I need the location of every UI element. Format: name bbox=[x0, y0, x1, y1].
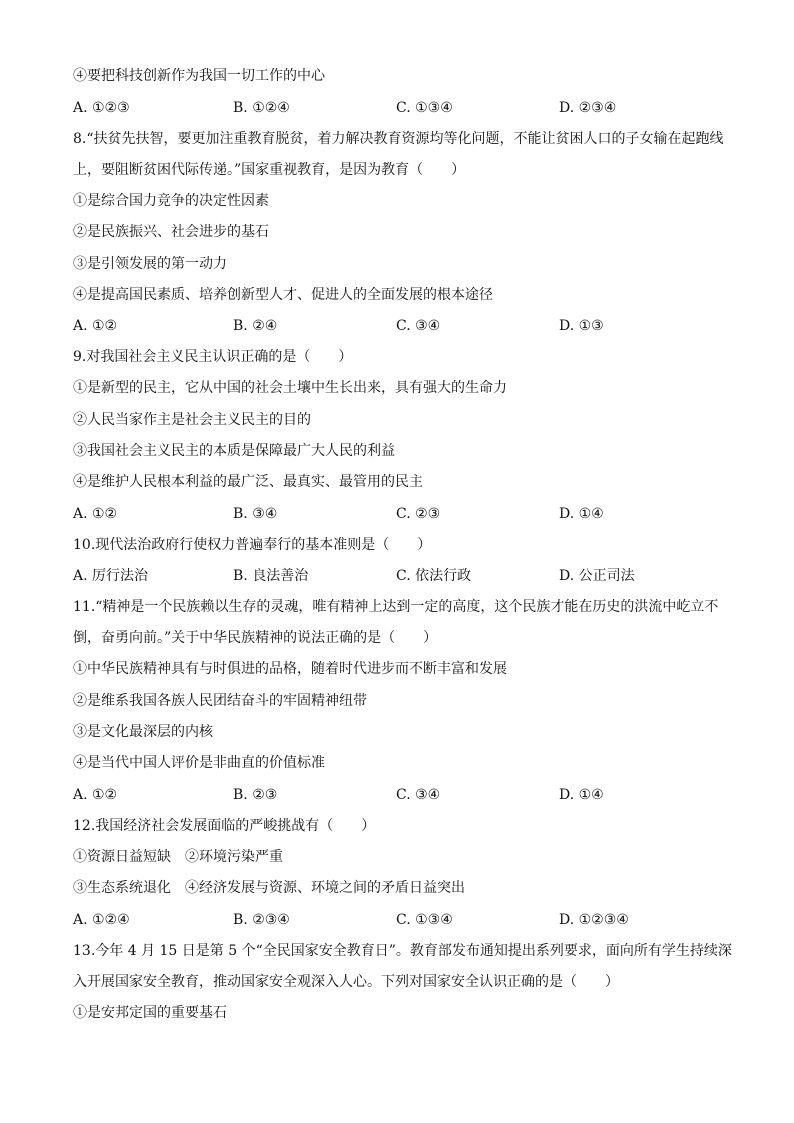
question-12-items-line-2: ③生态系统退化 ④经济发展与资源、环境之间的矛盾日益突出 bbox=[73, 880, 465, 896]
option-a: A. ①②④ bbox=[73, 912, 130, 928]
options-row-q7 bbox=[73, 100, 733, 116]
option-c: C. ③④ bbox=[396, 787, 441, 803]
option-c: C. ①③④ bbox=[396, 100, 453, 116]
text-line-q7-item-4: ④要把科技创新作为我国一切工作的中心 bbox=[73, 68, 325, 84]
question-9-item-3: ③我国社会主义民主的本质是保障最广大人民的利益 bbox=[73, 443, 395, 459]
option-d: D. ①③ bbox=[559, 318, 604, 334]
option-c: C. 依法行政 bbox=[396, 568, 472, 584]
question-13-stem-line-2: 入开展国家安全教育，推动国家安全观深入人心。下列对国家安全认识正确的是（ ） bbox=[73, 974, 619, 990]
options-row-q9 bbox=[73, 506, 733, 522]
question-11-item-2: ②是维系我国各族人民团结奋斗的牢固精神纽带 bbox=[73, 693, 367, 709]
option-b: B. ③④ bbox=[233, 506, 278, 522]
question-10-stem: 10.现代法治政府行使权力普遍奉行的基本准则是（ ） bbox=[73, 537, 432, 553]
question-9-stem: 9.对我国社会主义民主认识正确的是（ ） bbox=[73, 349, 353, 365]
options-row-q12 bbox=[73, 912, 733, 928]
option-c: C. ①③④ bbox=[396, 912, 453, 928]
question-12-stem: 12.我国经济社会发展面临的严峻挑战有（ ） bbox=[73, 818, 376, 834]
option-b: B. ②③④ bbox=[233, 912, 290, 928]
question-13-stem-line-1: 13.今年 4 月 15 日是第 5 个“全民国家安全教育日”。教育部发布通知提出系列要求，面向所有学生持续深 bbox=[73, 943, 732, 959]
option-a: A. 厉行法治 bbox=[73, 568, 149, 584]
question-8-item-3: ③是引领发展的第一动力 bbox=[73, 256, 227, 272]
option-d: D. 公正司法 bbox=[559, 568, 635, 584]
option-b: B. ②④ bbox=[233, 318, 278, 334]
question-11-item-1: ①中华民族精神具有与时俱进的品格，随着时代进步而不断丰富和发展 bbox=[73, 661, 507, 677]
question-8-stem-line-2: 上，要阻断贫困代际传递。”国家重视教育，是因为教育（ ） bbox=[73, 162, 466, 178]
option-c: C. ②③ bbox=[396, 506, 441, 522]
question-8-item-4: ④是提高国民素质、培养创新型人才、促进人的全面发展的根本途径 bbox=[73, 287, 493, 303]
option-b: B. ②③ bbox=[233, 787, 278, 803]
question-8-item-1: ①是综合国力竞争的决定性因素 bbox=[73, 193, 269, 209]
question-12-items-line-1: ①资源日益短缺 ②环境污染严重 bbox=[73, 849, 283, 865]
option-d: D. ②③④ bbox=[559, 100, 617, 116]
option-c: C. ③④ bbox=[396, 318, 441, 334]
option-d: D. ①④ bbox=[559, 506, 604, 522]
options-row-q11 bbox=[73, 787, 733, 803]
question-11-stem-line-2: 倒，奋勇向前。”关于中华民族精神的说法正确的是（ ） bbox=[73, 630, 438, 646]
question-11-stem-line-1: 11.“精神是一个民族赖以生存的灵魂，唯有精神上达到一定的高度，这个民族才能在历史的洪流中屹立不 bbox=[73, 599, 719, 615]
question-11-item-4: ④是当代中国人评价是非曲直的价值标准 bbox=[73, 755, 325, 771]
option-d: D. ①②③④ bbox=[559, 912, 629, 928]
option-a: A. ①②③ bbox=[73, 100, 130, 116]
option-b: B. 良法善治 bbox=[233, 568, 309, 584]
question-8-item-2: ②是民族振兴、社会进步的基石 bbox=[73, 224, 269, 240]
question-9-item-4: ④是维护人民根本利益的最广泛、最真实、最管用的民主 bbox=[73, 474, 423, 490]
question-8-stem-line-1: 8.“扶贫先扶智，要更加注重教育脱贫，着力解决教育资源均等化问题，不能让贫困人口的子女输在起跑线 bbox=[73, 131, 724, 147]
options-row-q8 bbox=[73, 318, 733, 334]
options-row-q10 bbox=[73, 568, 733, 584]
option-a: A. ①② bbox=[73, 787, 118, 803]
option-d: D. ①④ bbox=[559, 787, 604, 803]
option-a: A. ①② bbox=[73, 506, 118, 522]
question-9-item-1: ①是新型的民主，它从中国的社会土壤中生长出来，具有强大的生命力 bbox=[73, 380, 507, 396]
question-13-item-1: ①是安邦定国的重要基石 bbox=[73, 1005, 227, 1021]
question-9-item-2: ②人民当家作主是社会主义民主的目的 bbox=[73, 412, 311, 428]
question-11-item-3: ③是文化最深层的内核 bbox=[73, 724, 213, 740]
option-a: A. ①② bbox=[73, 318, 118, 334]
option-b: B. ①②④ bbox=[233, 100, 290, 116]
